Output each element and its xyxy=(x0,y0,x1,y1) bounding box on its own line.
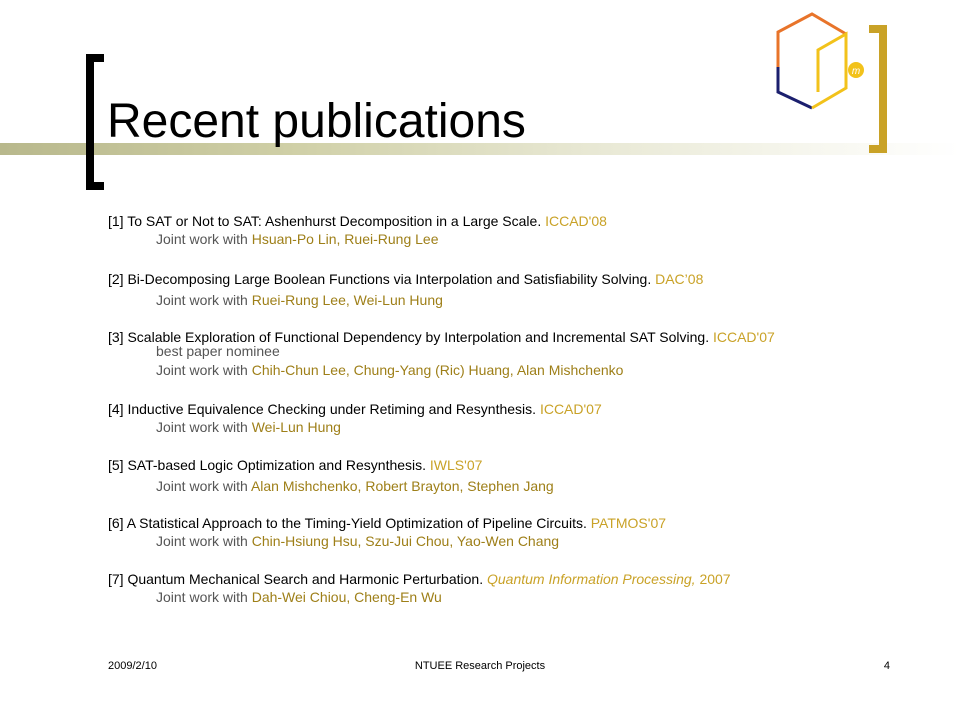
publication-item xyxy=(108,270,928,309)
pub-venue: Quantum Information Processing, xyxy=(487,571,696,587)
pub-number: [6] xyxy=(108,515,124,531)
footer-title: NTUEE Research Projects xyxy=(414,660,546,672)
pub-number: [7] xyxy=(108,571,124,587)
pub-title: SAT-based Logic Optimization and Resynthesis. xyxy=(127,457,427,473)
pub-title: Scalable Exploration of Functional Dependency by Interpolation and Incremental SAT Solving. xyxy=(127,329,710,345)
left-bracket-decoration xyxy=(86,54,104,190)
pub-number: [5] xyxy=(108,457,124,473)
pub-venue: PATMOS'07 xyxy=(590,515,667,531)
logo-letter: m xyxy=(851,66,861,77)
cube-logo-icon xyxy=(770,12,880,122)
joint-work-label: Joint work with xyxy=(156,231,248,247)
pub-title: To SAT or Not to SAT: Ashenhurst Decomposition in a Large Scale. xyxy=(127,213,542,229)
footer-page-number: 4 xyxy=(883,660,890,672)
pub-number: [1] xyxy=(108,213,124,229)
pub-venue: ICCAD'08 xyxy=(545,213,607,229)
joint-work-label: Joint work with xyxy=(156,589,248,605)
pub-venue: DAC’08 xyxy=(655,271,704,287)
footer-date: 2009/2/10 xyxy=(108,660,157,672)
joint-work-label: Joint work with xyxy=(156,362,248,378)
joint-work-label: Joint work with xyxy=(156,478,248,494)
publication-item xyxy=(108,400,928,436)
coauthors: Ruei-Rung Lee, Wei-Lun Hung xyxy=(251,292,443,308)
pub-title: Inductive Equivalence Checking under Retiming and Resynthesis. xyxy=(127,401,537,417)
joint-work-label: Joint work with xyxy=(156,292,248,308)
pub-number: [4] xyxy=(108,401,124,417)
joint-work-label: Joint work with xyxy=(156,419,248,435)
coauthors: Alan Mishchenko, Robert Brayton, Stephen Jang xyxy=(250,478,554,494)
pub-title: Quantum Mechanical Search and Harmonic Perturbation. xyxy=(127,571,484,587)
joint-work-label: Joint work with xyxy=(156,533,248,549)
coauthors: Hsuan-Po Lin, Ruei-Rung Lee xyxy=(251,231,439,247)
coauthors: Chih-Chun Lee, Chung-Yang (Ric) Huang, Alan Mishchenko xyxy=(251,362,624,378)
coauthors: Dah-Wei Chiou, Cheng-En Wu xyxy=(251,589,442,605)
slide-title: Recent publications xyxy=(107,95,526,148)
pub-title: A Statistical Approach to the Timing-Yield Optimization of Pipeline Circuits. xyxy=(126,515,587,531)
pub-title: Bi-Decomposing Large Boolean Functions via Interpolation and Satisfiability Solving. xyxy=(127,271,652,287)
publication-item xyxy=(108,570,928,606)
pub-venue: ICCAD'07 xyxy=(712,329,775,345)
publication-item xyxy=(108,212,928,248)
coauthors: Chin-Hsiung Hsu, Szu-Jui Chou, Yao-Wen Chang xyxy=(251,533,560,549)
publication-item xyxy=(108,456,928,495)
pub-number: [2] xyxy=(108,271,124,287)
coauthors: Wei-Lun Hung xyxy=(251,419,341,435)
pub-number: [3] xyxy=(108,329,124,345)
pub-year: 2007 xyxy=(699,571,731,587)
pub-venue: ICCAD'07 xyxy=(539,401,602,417)
publication-item xyxy=(108,328,928,379)
pub-venue: IWLS'07 xyxy=(429,457,483,473)
publication-item xyxy=(108,514,928,550)
pub-note: best paper nominee xyxy=(156,343,280,359)
